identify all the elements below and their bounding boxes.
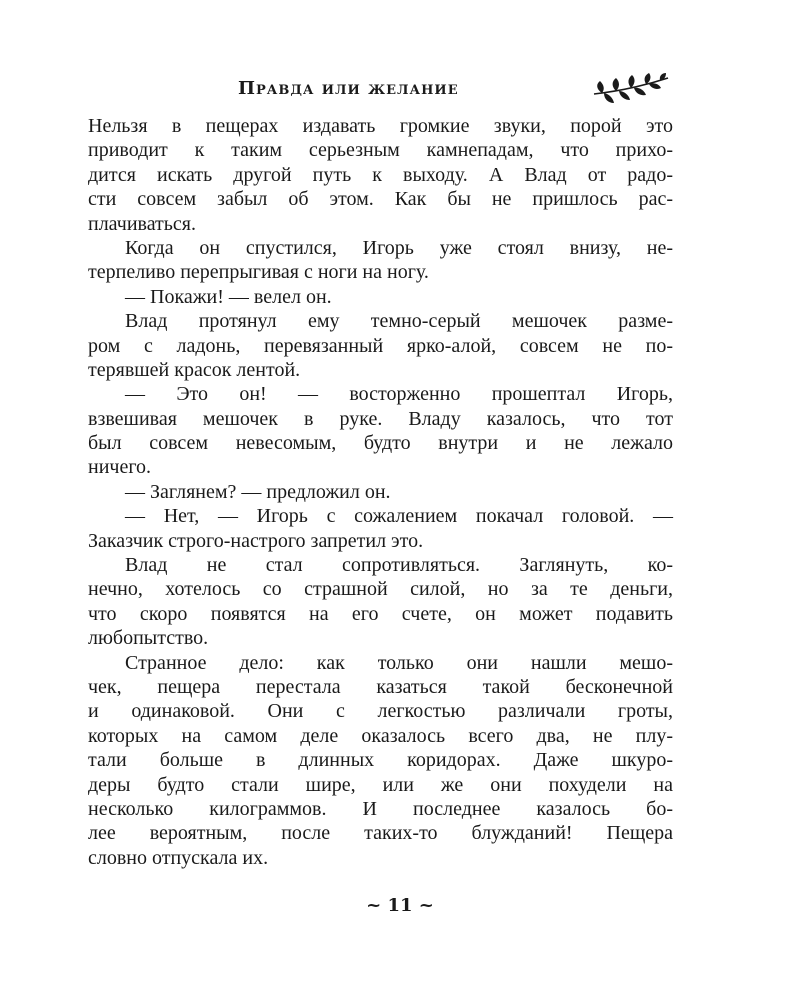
page-number: ~ 11 ~ <box>366 895 434 916</box>
text-line: — Покажи! — велел он. <box>125 285 332 308</box>
text-line: сти совсем забыл об этом. Как бы не пришлось рас- <box>88 188 673 211</box>
text-line: Странное дело: как только они нашли мешо- <box>125 651 673 674</box>
text-line: Нельзя в пещерах издавать громкие звуки, порой это <box>88 115 673 137</box>
text-line: любопытство. <box>88 627 209 650</box>
leaf-branch-icon <box>592 72 670 108</box>
text-line: приводит к таким серьезным камнепадам, что прихо- <box>88 139 673 162</box>
text-line: ничего. <box>88 456 152 479</box>
text-line: чек, пещера перестала казаться такой бесконечной <box>88 675 673 698</box>
text-line: несколько килограммов. И последнее казалось бо- <box>88 797 673 820</box>
text-line: дится искать другой путь к выходу. А Влад от радо- <box>88 163 673 186</box>
text-line: Когда он спустился, Игорь уже стоял внизу, не- <box>125 236 673 259</box>
text-line: — Нет, — Игорь с сожалением покачал головой. — <box>125 505 673 528</box>
text-line: Влад протянул ему темно-серый мешочек разме- <box>125 310 673 333</box>
body-text <box>88 114 673 870</box>
text-line: что скоро появятся на его счете, он может подавить <box>88 602 673 625</box>
text-line: деры будто стали шире, или же они похудели на <box>88 773 673 796</box>
text-line: лее вероятным, после таких-то блужданий! Пещера <box>88 822 673 845</box>
text-line: словно отпускала их. <box>88 846 269 869</box>
text-line: терпеливо перепрыгивая с ноги на ногу. <box>88 261 429 284</box>
text-line: плачиваться. <box>88 212 196 235</box>
text-line: Влад не стал сопротивляться. Заглянуть, ко- <box>125 554 673 577</box>
text-line: и одинаковой. Они с легкостью различали гроты, <box>88 700 673 723</box>
text-line: взвешивая мешочек в руке. Владу казалось, что тот <box>88 407 673 430</box>
text-line: терявшей красок лентой. <box>88 358 301 381</box>
text-line: — Это он! — восторженно прошептал Игорь, <box>125 383 673 406</box>
text-line: — Заглянем? — предложил он. <box>125 480 391 503</box>
text-line: которых на самом деле оказалось всего два, не плу- <box>88 724 673 747</box>
text-line: нечно, хотелось со страшной силой, но за те деньги, <box>88 578 673 601</box>
text-line: Заказчик строго-настрого запретил это. <box>88 529 424 552</box>
page-header <box>0 72 800 112</box>
text-line: был совсем невесомым, будто внутри и не лежало <box>88 432 673 455</box>
text-line: тали больше в длинных коридорах. Даже шкуро- <box>88 749 673 772</box>
running-title: Правда или желание <box>238 78 459 99</box>
text-line: ром с ладонь, перевязанный ярко-алой, совсем не по- <box>88 334 673 357</box>
